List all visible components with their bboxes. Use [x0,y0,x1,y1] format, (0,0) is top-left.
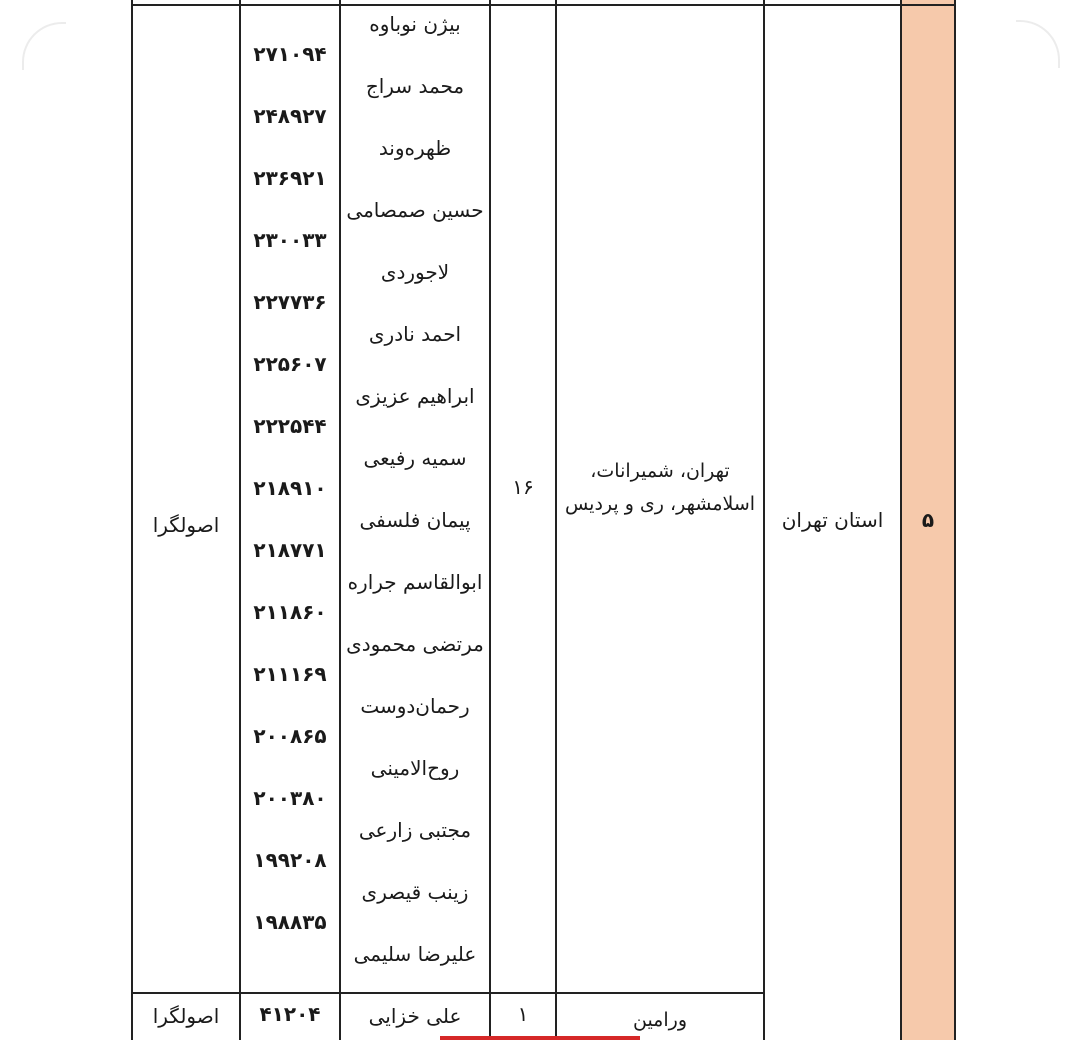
candidate-name: زینب قیصری [361,880,469,904]
candidate-name: روح‌الامینی [370,756,460,780]
province-name: استان تهران [781,508,884,532]
faction-label: اصولگرا [152,513,220,537]
candidate-votes: ۲۱۸۷۷۱ [253,538,327,562]
candidate-votes: ۴۱۲۰۴ [259,1002,321,1026]
decorative-corner-right [1016,20,1060,68]
candidate-name: ابوالقاسم جراره [347,570,483,594]
candidate-votes: ۲۰۰۳۸۰ [253,786,327,810]
candidate-name: محمد سراج [365,74,465,98]
seat-count: ۱ [517,1002,529,1026]
candidate-name: علی خزایی [368,1004,462,1028]
candidate-votes: ۱۹۸۸۳۵ [253,910,327,934]
row-number: ۵ [921,508,935,532]
candidate-votes: ۲۷۱۰۹۴ [253,42,327,66]
seat-count: ۱۶ [512,475,534,499]
candidate-votes: ۲۲۵۶۰۷ [253,352,327,376]
candidate-name: ابراهیم عزیزی [355,384,475,408]
candidate-name: علیرضا سلیمی [353,942,477,966]
candidate-votes: ۲۴۸۹۲۷ [253,104,327,128]
candidate-votes: ۲۳۰۰۳۳ [253,228,327,252]
district-name: تهران، شمیرانات، اسلامشهر، ری و پردیس [564,460,756,515]
faction-label: اصولگرا [152,1004,220,1028]
candidate-name: لاجوردی [380,260,450,284]
candidate-name: حسین صمصامی [346,198,484,222]
candidate-votes: ۲۲۲۵۴۴ [253,414,327,438]
candidate-votes: ۲۱۱۱۶۹ [253,662,327,686]
candidate-name: ظهره‌وند [378,136,452,160]
candidate-votes: ۲۰۰۸۶۵ [253,724,327,748]
candidate-votes: ۲۱۸۹۱۰ [253,476,327,500]
candidate-votes: ۲۱۱۸۶۰ [253,600,327,624]
decorative-corner-left [22,22,66,70]
candidate-votes: ۱۹۹۲۰۸ [253,848,327,872]
candidate-name: رحمان‌دوست [360,694,470,718]
table-border [131,4,956,6]
candidate-name: پیمان فلسفی [359,508,471,532]
candidate-name: بیژن نوباوه [369,12,461,36]
candidate-votes: ۲۳۶۹۲۱ [253,166,327,190]
district-name: ورامین [632,1009,687,1031]
candidate-votes: ۲۲۷۷۳۶ [253,290,327,314]
table-border [131,992,764,994]
candidate-name: احمد نادری [368,322,462,346]
candidate-name: مجتبی زارعی [358,818,472,842]
candidate-name: سمیه رفیعی [363,446,467,470]
candidate-name: مرتضی محمودی [346,632,484,656]
highlight-bar [440,1036,640,1040]
